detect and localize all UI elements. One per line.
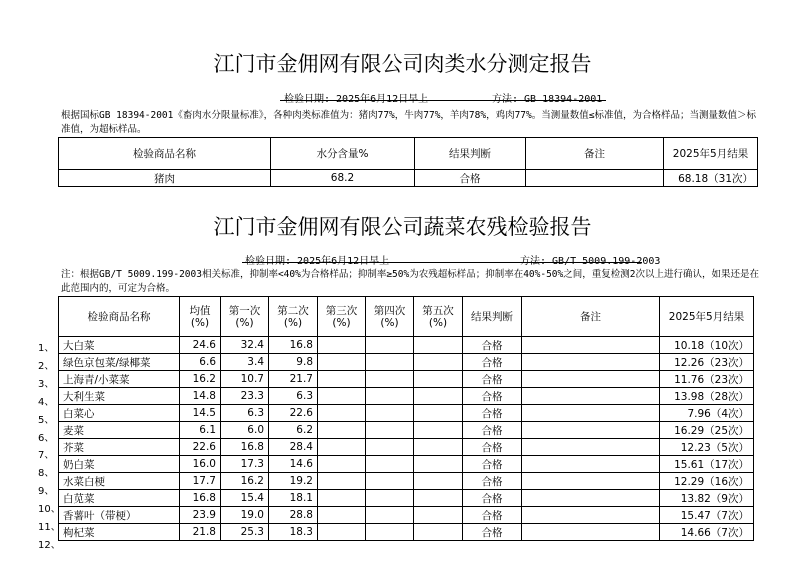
veg-cell-t3 <box>318 405 366 422</box>
veg-cell-t3 <box>318 524 366 541</box>
veg-cell-avg: 16.8 <box>180 490 221 507</box>
veg-cell-remark <box>522 456 660 473</box>
veg-col-avg <box>180 297 221 337</box>
veg-cell-t3 <box>318 337 366 354</box>
veg-report-note: 注：根据GB/T 5009.199-2003相关标准，抑制率<40%为合格样品；抑制率≥50%为农残超标样品；抑制率在40%-50%之间，重复检测2次以上进行确认，如果还是在此范围内的，可定为合格。 <box>61 269 759 294</box>
veg-cell-prev: 13.82（9次） <box>660 490 754 507</box>
meat-col-result: 结果判断 <box>415 138 526 170</box>
row-index-label: 1、 <box>38 343 55 354</box>
veg-cell-t4 <box>366 507 414 524</box>
table-row <box>59 371 754 388</box>
veg-col-t4-label: 第四次 <box>373 304 406 317</box>
row-index-label: 4、 <box>38 396 55 408</box>
veg-cell-remark <box>522 473 660 490</box>
veg-cell-t4 <box>366 524 414 541</box>
veg-col-t5-unit: (%) <box>428 316 448 329</box>
veg-cell-remark <box>522 507 660 524</box>
table-row <box>59 473 754 490</box>
veg-cell-t1: 32.4 <box>221 337 269 354</box>
veg-cell-name: 麦菜 <box>59 422 180 439</box>
veg-cell-t1: 6.3 <box>221 405 269 422</box>
veg-cell-remark <box>522 337 660 354</box>
meat-table-header <box>59 138 758 170</box>
veg-cell-name: 大白菜 <box>59 337 180 354</box>
veg-cell-avg: 6.6 <box>180 354 221 371</box>
veg-cell-t4 <box>366 473 414 490</box>
veg-cell-t2: 6.3 <box>269 388 318 405</box>
veg-cell-t4 <box>366 371 414 388</box>
meat-table <box>58 137 758 187</box>
veg-cell-avg: 24.6 <box>180 337 221 354</box>
veg-col-t5-label: 第五次 <box>422 304 454 317</box>
veg-cell-avg: 16.0 <box>180 456 221 473</box>
veg-cell-t2: 6.2 <box>269 422 318 439</box>
veg-cell-prev: 12.23（5次） <box>660 439 754 456</box>
table-row <box>59 524 754 541</box>
veg-cell-prev: 13.98（28次） <box>660 388 754 405</box>
veg-cell-t4 <box>366 405 414 422</box>
veg-cell-result: 合格 <box>463 507 522 524</box>
veg-cell-t2: 18.1 <box>269 490 318 507</box>
veg-cell-prev: 16.29（25次） <box>660 422 754 439</box>
veg-cell-avg: 22.6 <box>180 439 221 456</box>
veg-cell-t5 <box>414 388 463 405</box>
veg-cell-t4 <box>366 337 414 354</box>
veg-cell-name: 芥菜 <box>59 439 180 456</box>
veg-cell-t5 <box>414 354 463 371</box>
veg-cell-result: 合格 <box>463 490 522 507</box>
veg-col-t1-label: 第一次 <box>228 304 261 317</box>
row-index-label: 2、 <box>38 360 55 372</box>
veg-cell-t1: 15.4 <box>221 490 269 507</box>
veg-col-t2-label: 第二次 <box>277 304 309 317</box>
veg-col-result: 结果判断 <box>463 297 522 337</box>
veg-col-t4 <box>366 297 414 337</box>
veg-report-underline <box>242 262 642 263</box>
veg-col-t1-unit: (%) <box>235 316 254 329</box>
meat-col-name: 检验商品名称 <box>59 138 271 170</box>
veg-cell-name: 奶白菜 <box>59 456 180 473</box>
veg-cell-remark <box>522 354 660 371</box>
row-index-label: 12、 <box>38 539 61 551</box>
row-index-label: 7、 <box>38 450 55 462</box>
veg-cell-t5 <box>414 507 463 524</box>
veg-cell-t4 <box>366 422 414 439</box>
veg-cell-result: 合格 <box>463 524 522 541</box>
meat-row-moisture: 68.2 <box>271 170 415 187</box>
veg-cell-result: 合格 <box>463 388 522 405</box>
row-index-label: 8、 <box>38 468 55 480</box>
veg-cell-t1: 19.0 <box>221 507 269 524</box>
veg-cell-t2: 21.7 <box>269 371 318 388</box>
veg-col-t1 <box>221 297 269 337</box>
veg-cell-t1: 6.0 <box>221 422 269 439</box>
veg-cell-name: 绿色京包菜/绿椰菜 <box>59 354 180 371</box>
veg-table-body <box>59 337 754 541</box>
veg-cell-t5 <box>414 439 463 456</box>
veg-cell-t3 <box>318 354 366 371</box>
veg-cell-prev: 15.61（17次） <box>660 456 754 473</box>
veg-cell-result: 合格 <box>463 439 522 456</box>
meat-row-remark <box>526 170 664 187</box>
veg-cell-avg: 16.2 <box>180 371 221 388</box>
veg-cell-remark <box>522 490 660 507</box>
veg-cell-avg: 6.1 <box>180 422 221 439</box>
veg-cell-t2: 9.8 <box>269 354 318 371</box>
meat-row-name: 猪肉 <box>59 170 271 187</box>
veg-cell-t1: 16.8 <box>221 439 269 456</box>
veg-cell-prev: 7.96（4次） <box>660 405 754 422</box>
veg-cell-t3 <box>318 473 366 490</box>
veg-cell-result: 合格 <box>463 354 522 371</box>
veg-cell-avg: 14.8 <box>180 388 221 405</box>
veg-table-header <box>59 297 754 337</box>
veg-cell-prev: 12.26（23次） <box>660 354 754 371</box>
veg-col-avg-unit: (%) <box>190 316 210 329</box>
row-index-label: 11、 <box>38 522 61 533</box>
veg-cell-avg: 21.8 <box>180 524 221 541</box>
veg-cell-t2: 28.8 <box>269 507 318 524</box>
veg-cell-prev: 15.47（7次） <box>660 507 754 524</box>
veg-cell-t1: 10.7 <box>221 371 269 388</box>
table-row <box>59 337 754 354</box>
veg-cell-name: 香薯叶（带梗） <box>59 507 180 524</box>
veg-cell-t1: 3.4 <box>221 354 269 371</box>
veg-cell-result: 合格 <box>463 405 522 422</box>
veg-cell-t5 <box>414 337 463 354</box>
meat-report-note: 根据国标GB 18394-2001《畜肉水分限量标准》，各种肉类标准值为：猪肉77%，牛肉77%，羊肉78%，鸡肉77%。当测量数值≤标准值，为合格样品；当测量数值＞标准值，为超标样品。 <box>61 110 756 135</box>
veg-cell-remark <box>522 439 660 456</box>
veg-col-remark: 备注 <box>522 297 660 337</box>
row-index-label: 5、 <box>38 414 55 426</box>
meat-col-moisture: 水分含量% <box>271 138 415 170</box>
veg-cell-t4 <box>366 490 414 507</box>
veg-cell-name: 水菜白梗 <box>59 473 180 490</box>
veg-cell-result: 合格 <box>463 337 522 354</box>
meat-row-result: 合格 <box>415 170 526 187</box>
table-row <box>59 439 754 456</box>
veg-col-t3-label: 第三次 <box>325 304 358 317</box>
veg-cell-remark <box>522 405 660 422</box>
table-row <box>59 388 754 405</box>
veg-cell-t3 <box>318 371 366 388</box>
veg-cell-t5 <box>414 422 463 439</box>
veg-cell-t4 <box>366 354 414 371</box>
veg-cell-t2: 19.2 <box>269 473 318 490</box>
veg-cell-result: 合格 <box>463 371 522 388</box>
veg-cell-t5 <box>414 371 463 388</box>
veg-report-date: 检验日期: 2025年6月12日早上 <box>245 256 390 267</box>
meat-report-title: 江门市金佣网有限公司肉类水分测定报告 <box>213 52 592 76</box>
veg-cell-t3 <box>318 456 366 473</box>
veg-cell-name: 白菜心 <box>59 405 180 422</box>
veg-cell-t3 <box>318 490 366 507</box>
veg-cell-name: 大利生菜 <box>59 388 180 405</box>
veg-cell-t2: 28.4 <box>269 439 318 456</box>
veg-col-name: 检验商品名称 <box>59 297 180 337</box>
veg-cell-t5 <box>414 473 463 490</box>
veg-cell-result: 合格 <box>463 473 522 490</box>
veg-cell-result: 合格 <box>463 456 522 473</box>
row-index-label: 9、 <box>38 486 55 498</box>
veg-cell-t1: 16.2 <box>221 473 269 490</box>
veg-cell-t1: 23.3 <box>221 388 269 405</box>
veg-cell-prev: 12.29（16次） <box>660 473 754 490</box>
veg-cell-t3 <box>318 422 366 439</box>
veg-col-t5 <box>414 297 463 337</box>
table-row <box>59 354 754 371</box>
meat-report-method: 方法: GB 18394-2001 <box>492 94 603 105</box>
veg-report-title: 江门市金佣网有限公司蔬菜农残检验报告 <box>213 215 592 239</box>
veg-cell-t3 <box>318 507 366 524</box>
veg-cell-t2: 14.6 <box>269 456 318 473</box>
veg-cell-t2: 22.6 <box>269 405 318 422</box>
veg-col-t3 <box>318 297 366 337</box>
veg-cell-name: 白苋菜 <box>59 490 180 507</box>
table-row <box>59 490 754 507</box>
table-row <box>59 507 754 524</box>
veg-cell-name: 上海青/小菜菜 <box>59 371 180 388</box>
veg-cell-t2: 16.8 <box>269 337 318 354</box>
veg-cell-t4 <box>366 456 414 473</box>
veg-cell-remark <box>522 524 660 541</box>
meat-row-prev: 68.18（31次） <box>664 170 758 187</box>
veg-cell-t1: 17.3 <box>221 456 269 473</box>
veg-report-method: 方法: GB/T 5009.199-2003 <box>520 256 661 267</box>
veg-cell-remark <box>522 388 660 405</box>
veg-cell-result: 合格 <box>463 422 522 439</box>
table-row <box>59 405 754 422</box>
veg-cell-prev: 14.66（7次） <box>660 524 754 541</box>
veg-cell-t5 <box>414 405 463 422</box>
veg-col-t3-unit: (%) <box>332 316 351 329</box>
veg-cell-name: 枸杞菜 <box>59 524 180 541</box>
row-index-label: 6、 <box>38 432 55 444</box>
meat-report-date: 检验日期: 2025年6月12日早上 <box>284 94 429 105</box>
veg-cell-t5 <box>414 490 463 507</box>
veg-cell-t3 <box>318 388 366 405</box>
table-row <box>59 422 754 439</box>
veg-cell-t1: 25.3 <box>221 524 269 541</box>
meat-col-remark: 备注 <box>526 138 664 170</box>
veg-cell-t4 <box>366 388 414 405</box>
table-row <box>59 170 758 187</box>
meat-report-underline <box>280 100 606 101</box>
veg-col-t2-unit: (%) <box>283 316 303 329</box>
veg-cell-t2: 18.3 <box>269 524 318 541</box>
veg-table <box>58 296 754 541</box>
veg-cell-avg: 14.5 <box>180 405 221 422</box>
veg-cell-prev: 10.18（10次） <box>660 337 754 354</box>
veg-cell-t3 <box>318 439 366 456</box>
veg-cell-avg: 23.9 <box>180 507 221 524</box>
veg-col-t4-unit: (%) <box>380 316 399 329</box>
row-index-label: 10、 <box>38 504 61 516</box>
veg-cell-t5 <box>414 524 463 541</box>
veg-cell-t4 <box>366 439 414 456</box>
veg-cell-prev: 11.76（23次） <box>660 371 754 388</box>
veg-col-t2 <box>269 297 318 337</box>
veg-cell-remark <box>522 371 660 388</box>
veg-cell-avg: 17.7 <box>180 473 221 490</box>
row-index-label: 3、 <box>38 378 55 390</box>
veg-cell-t5 <box>414 456 463 473</box>
veg-col-avg-label: 均值 <box>189 304 211 317</box>
veg-cell-remark <box>522 422 660 439</box>
meat-col-prev: 2025年5月结果 <box>664 138 758 170</box>
veg-col-prev: 2025年5月结果 <box>660 297 754 337</box>
table-row <box>59 456 754 473</box>
